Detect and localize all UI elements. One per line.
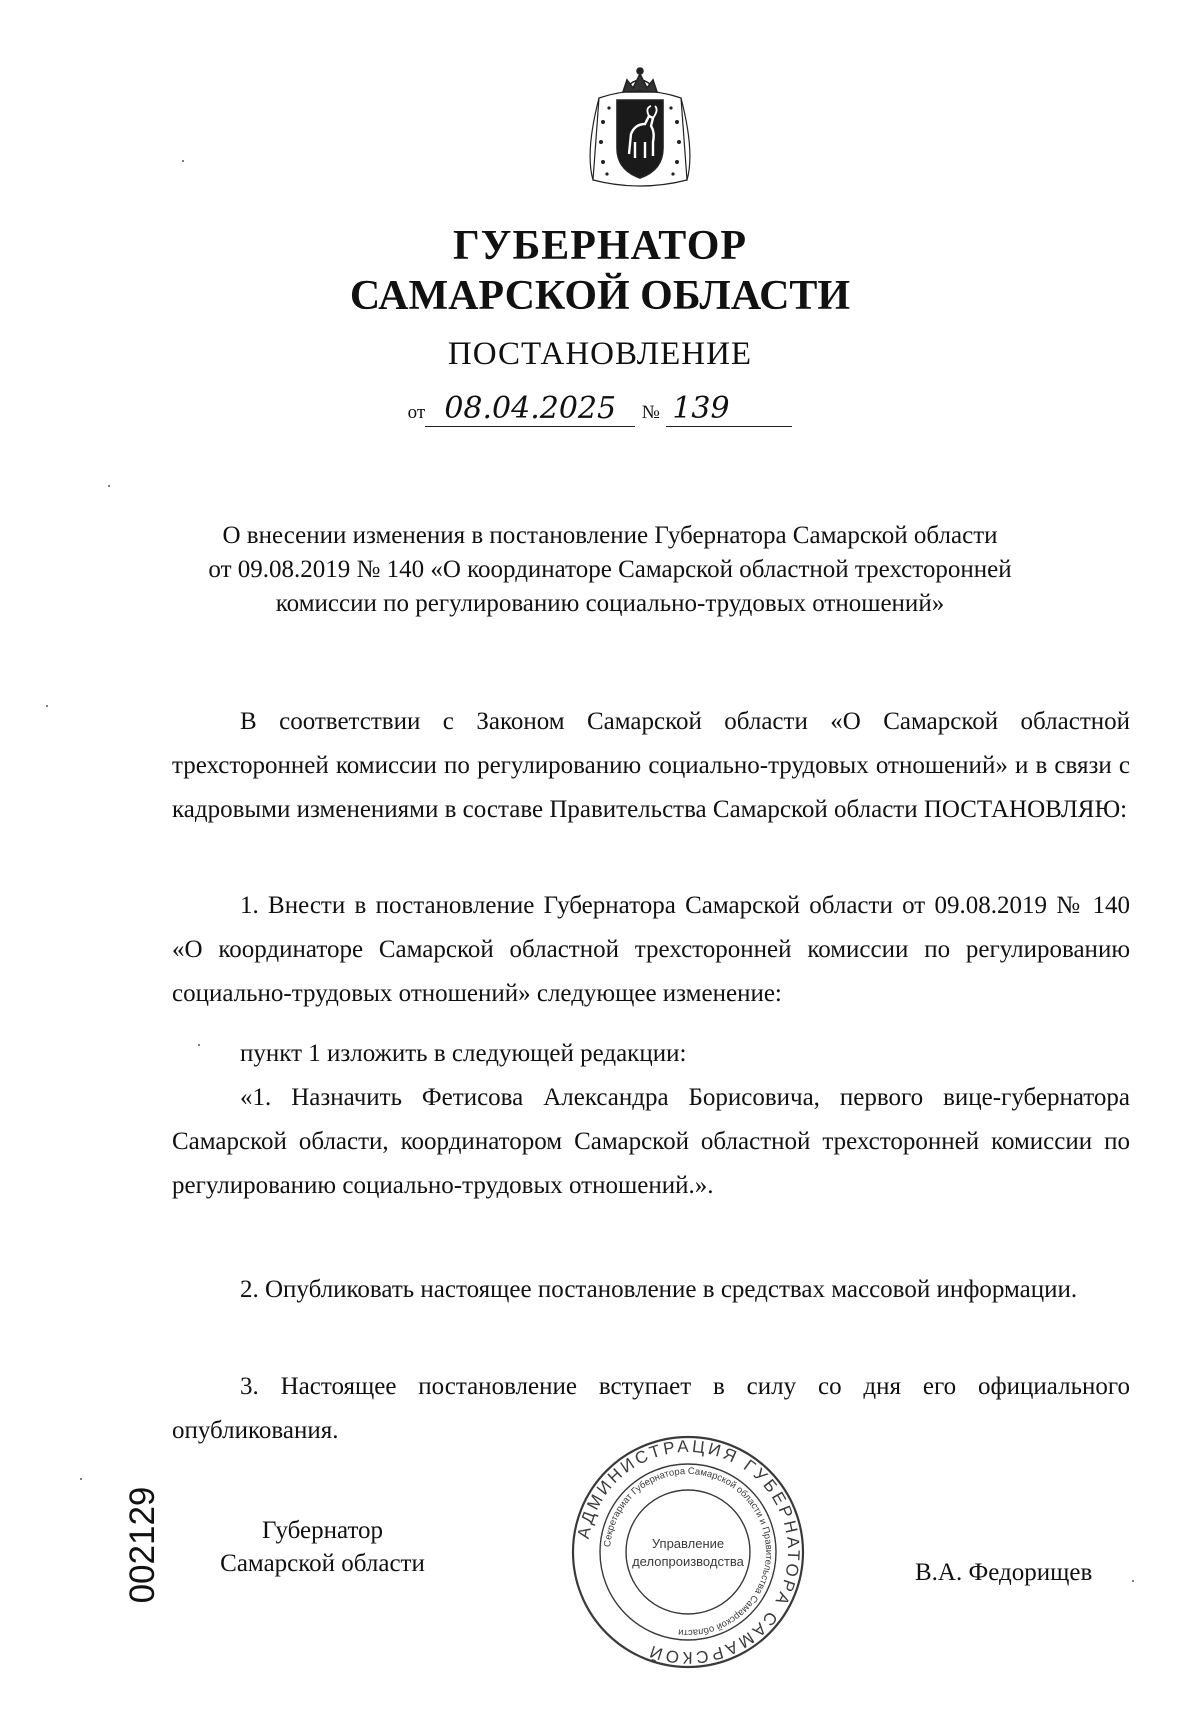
date-label: от (407, 402, 426, 423)
body-paragraph-preamble: В соответствии с Законом Самарской области «О Самарской областной трехсторонней комиссии по регулированию социально-трудовых отношений» и в связи с кадровыми изменениями в составе Правительства Самарской области ПОСТАНОВЛЯЮ: (172, 708, 1130, 823)
body-paragraph-item-1: 1. Внести в постановление Губернатора Самарской области от 09.08.2019 № 140 «О координаторе Самарской областной трехсторонней комиссии по регулированию социально-трудовых отношений» следующее изменение: (172, 892, 1130, 1007)
number-value: 139 (666, 392, 792, 427)
body-paragraph-item-2: 2. Опубликовать настоящее постановление в средствах массовой информации. (240, 1276, 1078, 1303)
heading-line: от 09.08.2019 № 140 «О координаторе Самарской областной трехсторонней (208, 556, 1012, 583)
body-paragraph-amendment-intro: пункт 1 изложить в следующей редакции: (240, 1040, 687, 1067)
number-label: № (641, 402, 660, 423)
heading-line: комиссии по регулированию социально-трудовых отношений» (275, 590, 945, 617)
stamp-center-line2: делопроизводства (632, 1554, 744, 1569)
signatory-title-line: Самарской области (220, 1550, 425, 1577)
document-heading (140, 519, 1080, 621)
date-number-line (0, 392, 1200, 427)
date-value: 08.04.2025 (425, 392, 635, 427)
stamp-center-line1: Управление (651, 1536, 725, 1551)
authority-title-line1: ГУБЕРНАТОР (452, 223, 748, 269)
scan-speck (80, 1478, 82, 1480)
scan-speck (182, 160, 184, 162)
authority-title-line2: САМАРСКОЙ ОБЛАСТИ (349, 273, 851, 319)
side-serial-number: 002129 (123, 1486, 162, 1604)
scan-speck (108, 485, 110, 487)
coat-of-arms-emblem (579, 62, 701, 194)
body-paragraph-item-3: 3. Настоящее постановление вступает в силу со дня его официального опубликования. (172, 1373, 1130, 1444)
scan-speck (46, 705, 48, 707)
signatory-title (200, 1514, 445, 1580)
scan-speck (1132, 1580, 1134, 1582)
body-paragraph-amendment-text: «1. Назначить Фетисова Александра Борисовича, первого вице-губернатора Самарской области, координатором Самарской областной трехсторонней комиссии по регулированию социально-трудовых отношений.». (172, 1084, 1130, 1199)
heading-line: О внесении изменения в постановление Губернатора Самарской области (222, 522, 998, 549)
signatory-title-line: Губернатор (261, 1517, 384, 1544)
stamp-outer-text: АДМИНИСТРАЦИЯ ГУБЕРНАТОРА САМАРСКОЙ (573, 1436, 804, 1668)
document-type: ПОСТАНОВЛЕНИЕ (447, 336, 753, 372)
stamp-inner-text: Секретариат Губернатора Самарской области и Правительства Самарской области (602, 1465, 775, 1639)
scan-speck (198, 1044, 200, 1046)
signatory-name: В.А. Федорищев (915, 1559, 1093, 1586)
official-round-stamp (568, 1432, 808, 1672)
